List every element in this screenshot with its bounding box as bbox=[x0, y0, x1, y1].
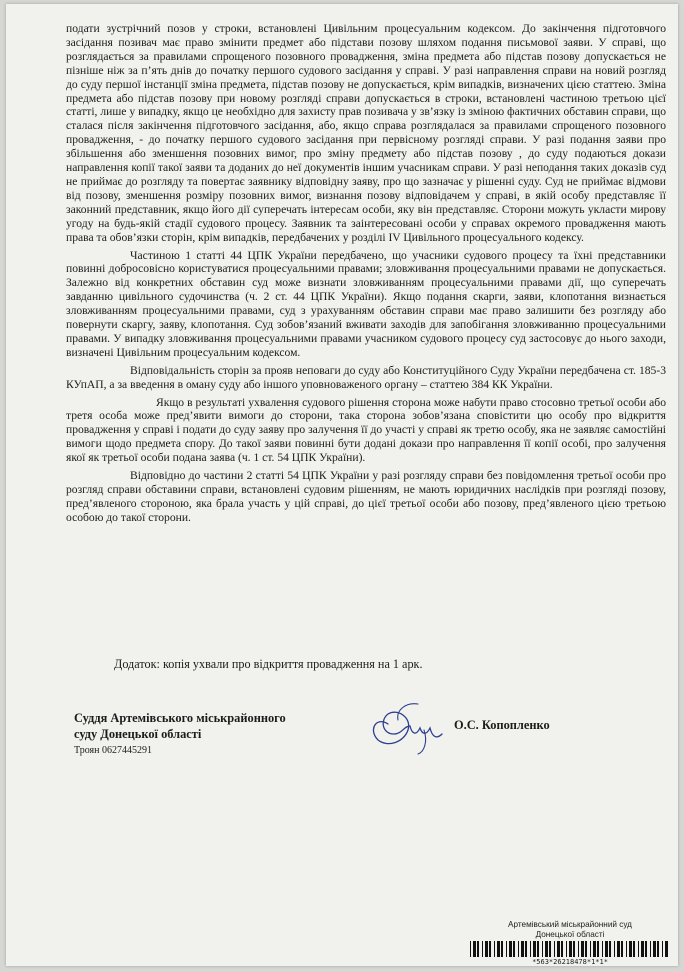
paragraph-4: Якщо в результаті ухвалення судового рішення сторона може набути право стосовно третьої особи або третя особа може пред’явити вимоги до сторони, така сторона зобов’язана сповістити цю особу про відкриття провадження у справі і подати до суду заяву про залучення її до участі у справі як третю особу, яка не заявляє самостійні вимоги щодо предмета спору. До такої заяви повинні бути додані докази про направлення її копії особі, про залучення якої як третьої особи подана заява (ч. 1 ст. 54 ЦПК України). bbox=[66, 395, 666, 465]
judge-title bbox=[74, 710, 334, 742]
barcode-code: *563*26218478*1*1* bbox=[532, 958, 608, 966]
judge-title-line-1: Суддя Артемівського міськрайонного bbox=[74, 711, 286, 725]
stamp-court-line: Артемівський міськрайонний суд bbox=[508, 920, 632, 929]
document-page bbox=[6, 4, 678, 966]
paragraph-2: Частиною 1 статті 44 ЦПК України передбачено, що учасники судового процесу та їхні представники повинні добросовісно користуватися процесуальними правами; зловживання процесуальними правами не допускається. Залежно від конкретних обставин суд може визнати зловживанням процесуальними правами дії, що суперечать завданню цивільного судочинства (ч. 2 ст. 44 ЦПК України). Якщо подання скарги, заяви, клопотання визнається зловживанням процесуальними правами, суд з урахуванням обставин справи має право залишити без розгляду або повернути скаргу, заяву, клопотання. Суд зобов’язаний вживати заходів для запобігання зловживанню процесуальними правами. У випадку зловживання процесуальними правами учасником судового процесу суд застосовує до нього заходи, визначені Цивільним процесуальним кодексом. bbox=[66, 248, 666, 359]
paragraph-3: Відповідальність сторін за прояв неповаги до суду або Конституційного Суду України передбачена ст. 185-3 КУпАП, а за введення в оману суду або іншого уповноваженого органу – статтею 384 КК України. bbox=[66, 363, 666, 391]
handwritten-signature bbox=[358, 690, 448, 756]
paragraph-1: подати зустрічний позов у строки, встановлені Цивільним процесуальним кодексом. До закінчення підготовчого засідання позивач має право змінити предмет або підстави позову шляхом подання письмової заяви. У справі, що розглядається за правилами спрощеного позовного провадження, зміна предмета або підстав позову допускається не пізніше ніж за п’ять днів до початку першого судового засідання у справі. У разі направлення справи на новий розгляд до суду першої інстанції зміна предмета, підстав позову не допускається, крім випадків, визначених цією статтею. Зміна предмета або підстав позову при новому розгляді справи допускається в строки, встановлені частиною третьою цієї статті, лише у випадку, якщо це необхідно для захисту прав позивача у зв’язку із зміною фактичних обставин справи, що сталася після закінчення підготовчого засідання, або, якщо справа розглядалася за правилами спрощеного позовного провадження, - до початку першого судового засідання при первісному розгляді справи. У разі подання заяви про збільшення або зменшення позовних вимог, про зміну предмету або підстав позову , до суду подаються докази направлення копії такої заяви та доданих до неї документів іншим учасникам справи. У разі неподання таких доказів суд не приймає до розгляду та повертає заявнику відповідну заяву, про що зазначає у рішенні суду. Суд не приймає відмови від позову, зменшення розміру позовних вимог, визнання позову відповідачем у справі, в якій особу представляє її законний представник, якщо його дії суперечать інтересам особи, яку він представляє. Сторони можуть укласти мирову угоду на будь-якій стадії судового процесу. Заявник та заінтересовані особи у справах окремого провадження мають права та обов’язки сторін, крім випадків, передбачених у розділі IV Цивільного процесуального кодексу. bbox=[66, 22, 666, 244]
document-body bbox=[66, 22, 666, 525]
stamp-region-line: Донецької області bbox=[535, 930, 605, 939]
paragraph-5: Відповідно до частини 2 статті 54 ЦПК України у разі розгляду справи без повідомлення третьої особи про розгляд справи обставини справи, встановлені судовим рішенням, не мають юридичних наслідків при розгляді позову, пред’явленого стороною, яка брала участь у цій справі, до цієї третьої особи або позову, пред’явленого цією третьою особою до такої сторони. bbox=[66, 469, 666, 524]
judge-title-line-2: суду Донецької області bbox=[74, 727, 202, 741]
registration-stamp bbox=[468, 920, 672, 967]
judge-name: О.С. Копопленко bbox=[454, 718, 550, 732]
attachment-note: Додаток: копія ухвали про відкриття провадження на 1 арк. bbox=[114, 657, 423, 671]
barcode bbox=[468, 941, 672, 957]
executor-line: Троян 0627445291 bbox=[74, 745, 152, 756]
